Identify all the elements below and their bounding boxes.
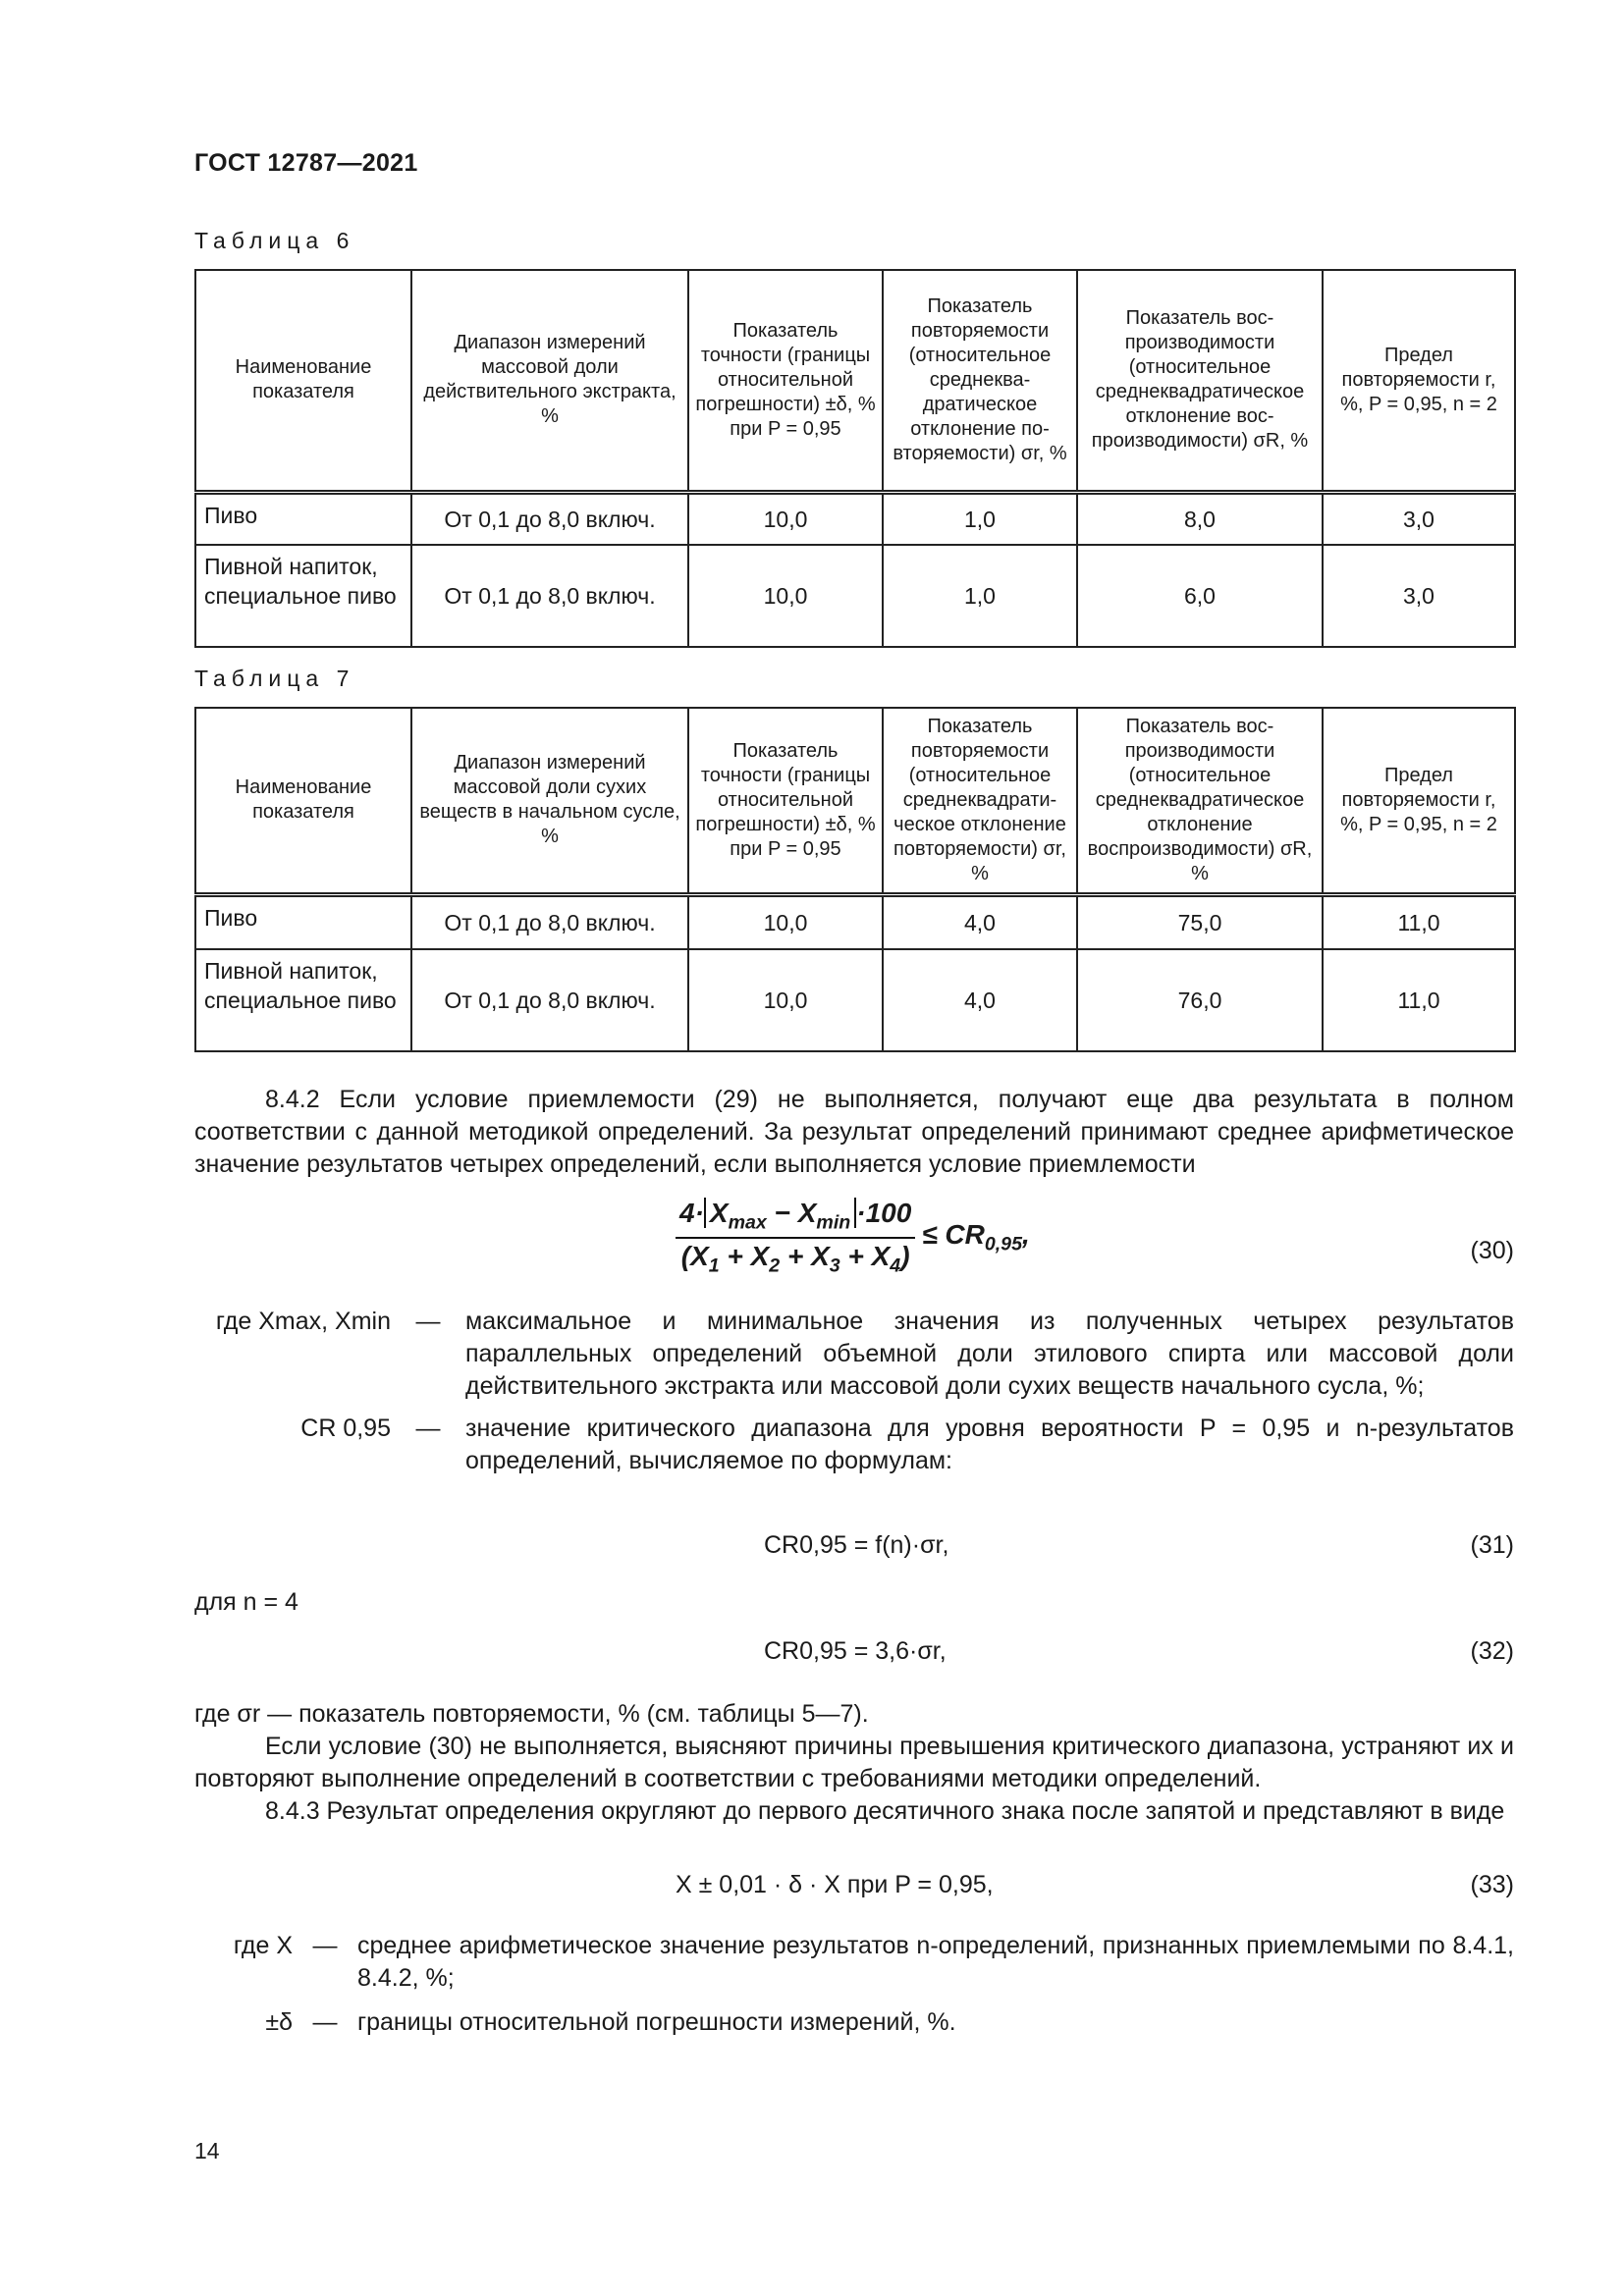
table-row [195,545,1515,647]
table-cell: 4,0 [883,894,1077,949]
table-6-title: Таблица 6 [194,228,355,253]
table-cell: Пиво [195,894,411,949]
table-7-title: Таблица 7 [194,666,355,691]
table-cell: 1,0 [883,545,1077,647]
table-7-header-cell: Предел повторяемости r, %, P = 0,95, n = 2 [1323,708,1515,894]
definition-row [194,2006,1514,2039]
equation-number-32: (32) [1470,1637,1514,1665]
table-cell: 3,0 [1323,545,1515,647]
equation-number-33: (33) [1470,1871,1514,1898]
table-cell: 11,0 [1323,949,1515,1051]
table-cell: 76,0 [1077,949,1323,1051]
paragraph-8-4-2: 8.4.2 Если условие приемлемости (29) не выполняется, получают еще два результата в полном соответствии с данной методикой определений. За результат определений принимают среднее арифметическое значение результатов четырех определений, если выполняется условие приемлемости [194,1086,1514,1178]
table-cell: 6,0 [1077,545,1323,647]
definitions-33 [194,1930,1514,2039]
table-cell: 10,0 [688,492,883,545]
table-7-header-cell: Показатель повторяемости (относительное среднеквадратическое отклонение повторяемости) σr, % [883,708,1077,894]
table-6-header-row [195,270,1515,492]
table-cell: Пиво [195,492,411,545]
table-cell: От 0,1 до 8,0 включ. [411,492,688,545]
table-6-header-cell: Диапазон измерений массовой доли действительного экстракта, % [411,270,688,492]
definition-text: среднее арифметическое значение результатов n-определений, признанных приемлемыми по 8.4.1, 8.4.2, %; [357,1932,1514,1992]
table-6-header-cell: Показатель повторяемости (относительное среднеквадратическое отклонение повторяемости) σr, % [883,270,1077,492]
table-cell: 1,0 [883,492,1077,545]
table-6-header-cell: Наименование показателя [195,270,411,492]
definition-term: ±δ [265,2008,293,2036]
table-6-header-cell: Предел повторяемости r, %, P = 0,95, n = 2 [1323,270,1515,492]
definition-term: CR 0,95 [300,1415,391,1442]
equation-number-31: (31) [1470,1531,1514,1559]
formula-31: CR0,95 = f(n)·σr, [764,1531,949,1559]
equation-number-30: (30) [1470,1237,1514,1264]
table-cell: 10,0 [688,545,883,647]
table-cell: 4,0 [883,949,1077,1051]
paragraph-condition-30: Если условие (30) не выполняется, выясняют причины превышения критического диапазона, устраняют их и повторяют выполнение определений в соответствии с требованиями методики определений. [194,1733,1514,1792]
definition-dash: — [312,1932,338,1959]
table-6-header-cell: Показатель точности (границы относительной погрешности) ±δ, % при P = 0,95 [688,270,883,492]
table-cell: Пивной напиток, специальное пиво [195,545,411,647]
table-cell: 3,0 [1323,492,1515,545]
definition-row [194,1413,1514,1477]
formula-32: CR0,95 = 3,6·σr, [764,1637,947,1665]
table-cell: От 0,1 до 8,0 включ. [411,545,688,647]
table-7-header-cell: Показатель воспроизводимости (относительное среднеквадратическое отклонение воспроизводимости) σR, % [1077,708,1323,894]
table-cell: 11,0 [1323,894,1515,949]
definition-dash: — [415,1308,441,1335]
table-cell: 8,0 [1077,492,1323,545]
definition-text: границы относительной погрешности измерений, %. [357,2008,956,2036]
table-cell: Пивной напиток, специальное пиво [195,949,411,1051]
definition-dash: — [415,1415,441,1442]
paragraph-8-4-3: 8.4.3 Результат определения округляют до первого десятичного знака после запятой и представляют в виде [265,1797,1505,1825]
document-code: ГОСТ 12787—2021 [194,149,418,177]
table-7 [194,707,1516,1052]
formula-33: X ± 0,01 · δ · X при P = 0,95, [676,1871,994,1898]
table-7-header-cell: Наименование показателя [195,708,411,894]
table-cell: От 0,1 до 8,0 включ. [411,949,688,1051]
table-cell: 10,0 [688,949,883,1051]
condition-n4: для n = 4 [194,1588,298,1616]
table-cell: 10,0 [688,894,883,949]
definition-row [194,1930,1514,1995]
definition-text: значение критического диапазона для уровня вероятности P = 0,95 и n-результатов определений, вычисляемое по формулам: [465,1415,1514,1474]
definition-row [194,1306,1514,1403]
table-cell: 75,0 [1077,894,1323,949]
table-6 [194,269,1516,648]
definition-dash: — [312,2008,338,2036]
table-row [195,949,1515,1051]
definition-text: максимальное и минимальное значения из полученных четырех результатов параллельных определений объемной доли этилового спирта или массовой доли действительного экстракта или массовой доли сухих веществ начального сусла, %; [465,1308,1514,1400]
formula-30: $\frac{4\cdot X_{max} - X_{min} \cdot 100}{(X_1 + X_2 + X_3 + X_4)}$ ≤ $CR_{0,95}$, [676,1198,1030,1277]
definitions-30 [194,1306,1514,1477]
definition-term: где X [233,1932,293,1959]
page-number: 14 [194,2138,220,2163]
table-row [195,894,1515,949]
definition-term: где Xmax, Xmin [215,1308,391,1335]
table-6-header-cell: Показатель воспроизводимости (относительное среднеквадратическое отклонение воспроизводимости) σR, % [1077,270,1323,492]
table-row [195,492,1515,545]
table-7-header-cell: Диапазон измерений массовой доли сухих веществ в начальном сусле, % [411,708,688,894]
table-7-header-cell: Показатель точности (границы относительной погрешности) ±δ, % при P = 0,95 [688,708,883,894]
sigma-definition: где σr — показатель повторяемости, % (см. таблицы 5—7). [194,1700,869,1728]
table-7-header-row [195,708,1515,894]
table-cell: От 0,1 до 8,0 включ. [411,894,688,949]
